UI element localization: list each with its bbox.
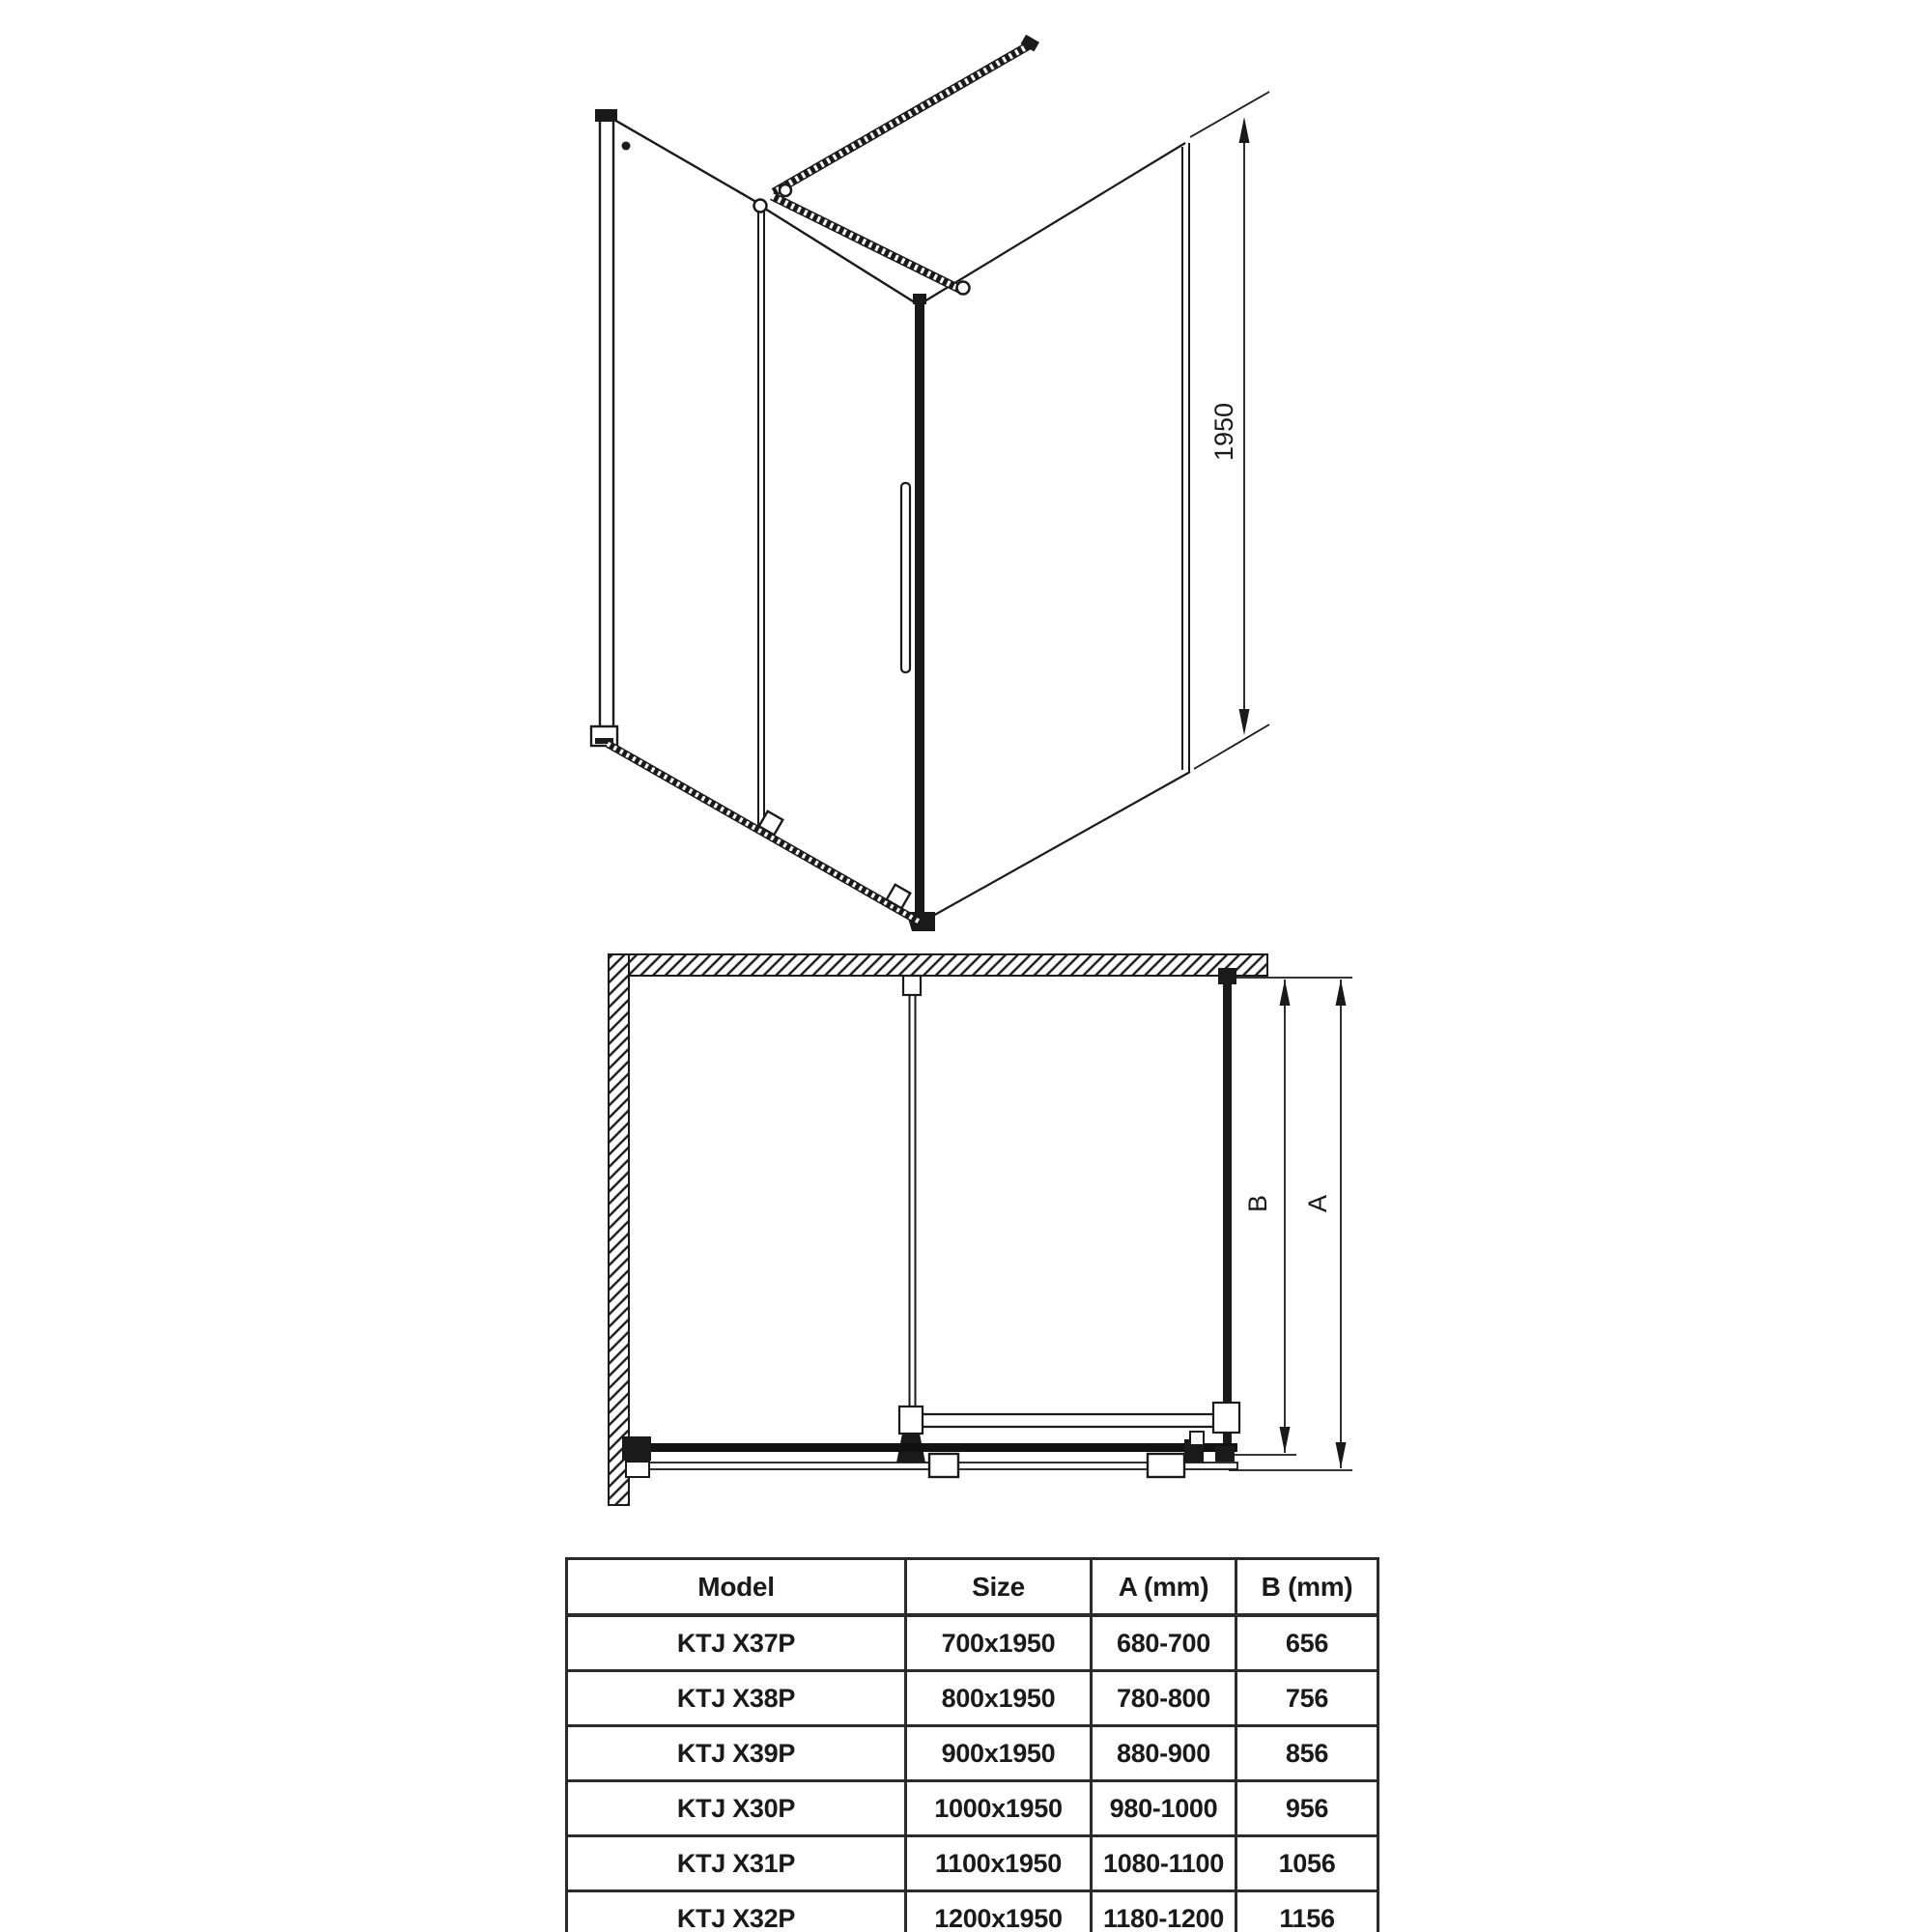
cell-b: 1156 <box>1236 1891 1378 1932</box>
header-a-mm: A (mm) <box>1092 1559 1236 1616</box>
plan-fixed-panel <box>896 976 925 1463</box>
height-dim-label: 1950 <box>1209 402 1238 462</box>
plan-dim-b-label: B <box>1243 1194 1272 1213</box>
cell-model: KTJ X38P <box>567 1671 906 1726</box>
cell-model: KTJ X39P <box>567 1726 906 1781</box>
door-slider-block <box>929 1454 958 1477</box>
spec-table <box>565 1557 1379 1932</box>
cell-a: 1180-1200 <box>1092 1891 1236 1932</box>
cell-model: KTJ X32P <box>567 1891 906 1932</box>
header-b-mm: B (mm) <box>1236 1559 1378 1616</box>
cell-size: 1100x1950 <box>906 1836 1092 1891</box>
plan-door-track <box>622 1432 1237 1477</box>
cell-b: 1056 <box>1236 1836 1378 1891</box>
cell-size: 1200x1950 <box>906 1891 1092 1932</box>
header-model: Model <box>567 1559 906 1616</box>
plan-left-wall <box>609 954 629 1505</box>
cell-b: 656 <box>1236 1615 1378 1671</box>
table-row <box>567 1781 1378 1836</box>
cell-size: 1000x1950 <box>906 1781 1092 1836</box>
cell-size: 900x1950 <box>906 1726 1092 1781</box>
cell-model: KTJ X31P <box>567 1836 906 1891</box>
iso-view <box>591 35 1269 931</box>
table-row <box>567 1671 1378 1726</box>
table-header-row <box>567 1559 1378 1616</box>
door-handle <box>901 483 910 672</box>
plan-right-panel <box>1218 968 1236 1451</box>
plan-view <box>609 954 1352 1505</box>
table-row <box>567 1891 1378 1932</box>
cell-size: 700x1950 <box>906 1615 1092 1671</box>
cell-model: KTJ X30P <box>567 1781 906 1836</box>
plan-dimensions <box>1229 978 1352 1470</box>
wall-screw-icon <box>622 142 631 151</box>
cell-a: 980-1000 <box>1092 1781 1236 1836</box>
iso-support-bars <box>754 35 1039 295</box>
cell-b: 956 <box>1236 1781 1378 1836</box>
table-row <box>567 1726 1378 1781</box>
iso-height-dimension <box>1190 92 1269 769</box>
cell-a: 1080-1100 <box>1092 1836 1236 1891</box>
cell-a: 780-800 <box>1092 1671 1236 1726</box>
cell-b: 856 <box>1236 1726 1378 1781</box>
plan-stabilizer-bar <box>899 1403 1239 1434</box>
header-size: Size <box>906 1559 1092 1616</box>
iso-door-panel <box>765 209 935 931</box>
plan-dim-a-label: A <box>1303 1194 1332 1213</box>
cell-model: KTJ X37P <box>567 1615 906 1671</box>
door-slider-block <box>1148 1454 1184 1477</box>
plan-top-wall <box>609 954 1267 976</box>
cell-size: 800x1950 <box>906 1671 1092 1726</box>
table-row <box>567 1836 1378 1891</box>
iso-right-panel <box>924 143 1190 921</box>
cell-a: 880-900 <box>1092 1726 1236 1781</box>
cell-a: 680-700 <box>1092 1615 1236 1671</box>
table-row <box>567 1615 1378 1671</box>
cell-b: 756 <box>1236 1671 1378 1726</box>
iso-left-panel <box>591 109 764 833</box>
